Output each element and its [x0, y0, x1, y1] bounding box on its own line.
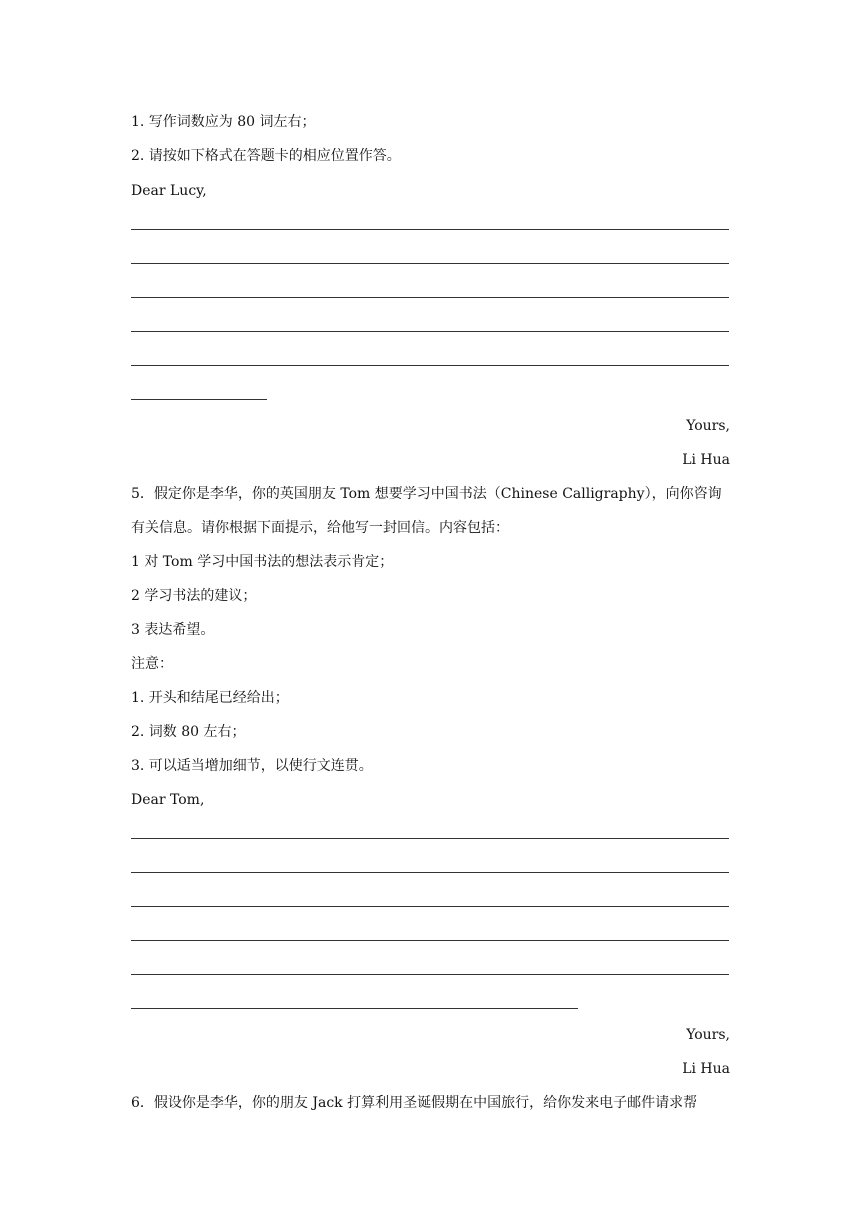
- answer-line: [131, 974, 729, 975]
- answer-line: [131, 940, 729, 941]
- question-6-prompt: 6．假设你是李华，你的朋友 Jack 打算利用圣诞假期在中国旅行，给你发来电子邮件请求帮: [131, 1095, 698, 1111]
- answer-line: [131, 365, 729, 366]
- question-5-prompt-cont: 有关信息。请你根据下面提示，给他写一封回信。内容包括：: [131, 520, 509, 536]
- answer-line: [131, 906, 729, 907]
- answer-line: [131, 263, 729, 264]
- closing-yours: Yours,: [686, 418, 730, 434]
- closing-yours: Yours,: [686, 1027, 730, 1043]
- salutation-tom: Dear Tom,: [131, 792, 205, 808]
- notice-1: 1. 开头和结尾已经给出；: [131, 690, 289, 706]
- salutation-lucy: Dear Lucy,: [131, 183, 207, 199]
- notice-2: 2. 词数 80 左右；: [131, 724, 246, 740]
- answer-line: [131, 229, 729, 230]
- point-2: 2 学习书法的建议；: [131, 588, 257, 604]
- signature: Li Hua: [682, 1061, 730, 1077]
- notice-label: 注意：: [131, 656, 173, 672]
- answer-line-short: [131, 1008, 578, 1009]
- answer-line: [131, 331, 729, 332]
- answer-line-short: [131, 399, 267, 400]
- answer-line: [131, 838, 729, 839]
- notice-3: 3. 可以适当增加细节，以使行文连贯。: [131, 758, 373, 774]
- point-1: 1 对 Tom 学习中国书法的想法表示肯定；: [131, 554, 394, 570]
- question-5-prompt: 5．假定你是李华，你的英国朋友 Tom 想要学习中国书法（Chinese Calligraphy），向你咨询: [131, 486, 722, 502]
- note-2: 2. 请按如下格式在答题卡的相应位置作答。: [131, 148, 401, 164]
- answer-line: [131, 872, 729, 873]
- answer-line: [131, 297, 729, 298]
- signature: Li Hua: [682, 452, 730, 468]
- note-1: 1. 写作词数应为 80 词左右；: [131, 114, 316, 130]
- point-3: 3 表达希望。: [131, 622, 215, 638]
